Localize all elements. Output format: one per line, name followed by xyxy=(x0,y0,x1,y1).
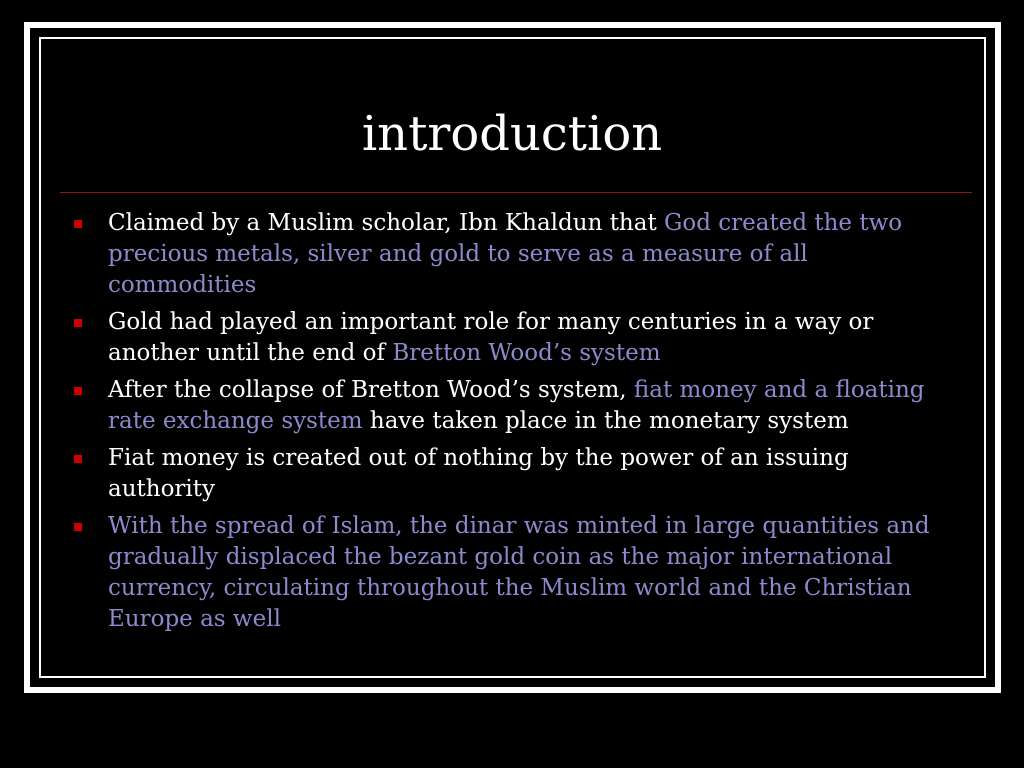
bullet-text xyxy=(108,513,930,632)
bullet-text-segment: Gold had played an important role for many centuries in a way or another until the end of xyxy=(108,309,874,366)
bullet-square-icon xyxy=(74,319,82,327)
bullet-text-segment: have taken place in the monetary system xyxy=(362,408,849,434)
bullet-item xyxy=(72,208,962,301)
bullet-text xyxy=(108,309,873,366)
bullet-text-highlight: With the spread of Islam, the dinar was minted in large quantities and gradually displaced the bezant gold coin as the major international currency, circulating throughout the Muslim world and the Christian Europe as well xyxy=(108,513,930,632)
bullet-item xyxy=(72,511,962,635)
bullet-text-segment: Claimed by a Muslim scholar, Ibn Khaldun that xyxy=(108,210,665,236)
bullet-text xyxy=(108,445,849,502)
bullet-text-segment: After the collapse of Bretton Wood’s system, xyxy=(108,377,634,403)
bullet-text xyxy=(108,210,902,298)
bullet-square-icon xyxy=(74,455,82,463)
bullet-text-highlight: Bretton Wood’s system xyxy=(392,340,661,366)
bullet-list xyxy=(72,208,962,641)
bullet-text-segment: Fiat money is created out of nothing by the power of an issuing authority xyxy=(108,445,849,502)
bullet-text-highlight: God created the two precious metals, silver and gold to serve as a measure of all commodities xyxy=(108,210,903,298)
slide-title: introduction xyxy=(361,106,663,162)
bullet-square-icon xyxy=(74,220,82,228)
bullet-item xyxy=(72,375,962,437)
bullet-text-highlight: fiat money and a floating rate exchange system xyxy=(108,377,925,434)
title-divider xyxy=(60,192,972,193)
bullet-square-icon xyxy=(74,523,82,531)
bullet-item xyxy=(72,443,962,505)
bullet-square-icon xyxy=(74,387,82,395)
bullet-text xyxy=(108,377,925,434)
bullet-item xyxy=(72,307,962,369)
